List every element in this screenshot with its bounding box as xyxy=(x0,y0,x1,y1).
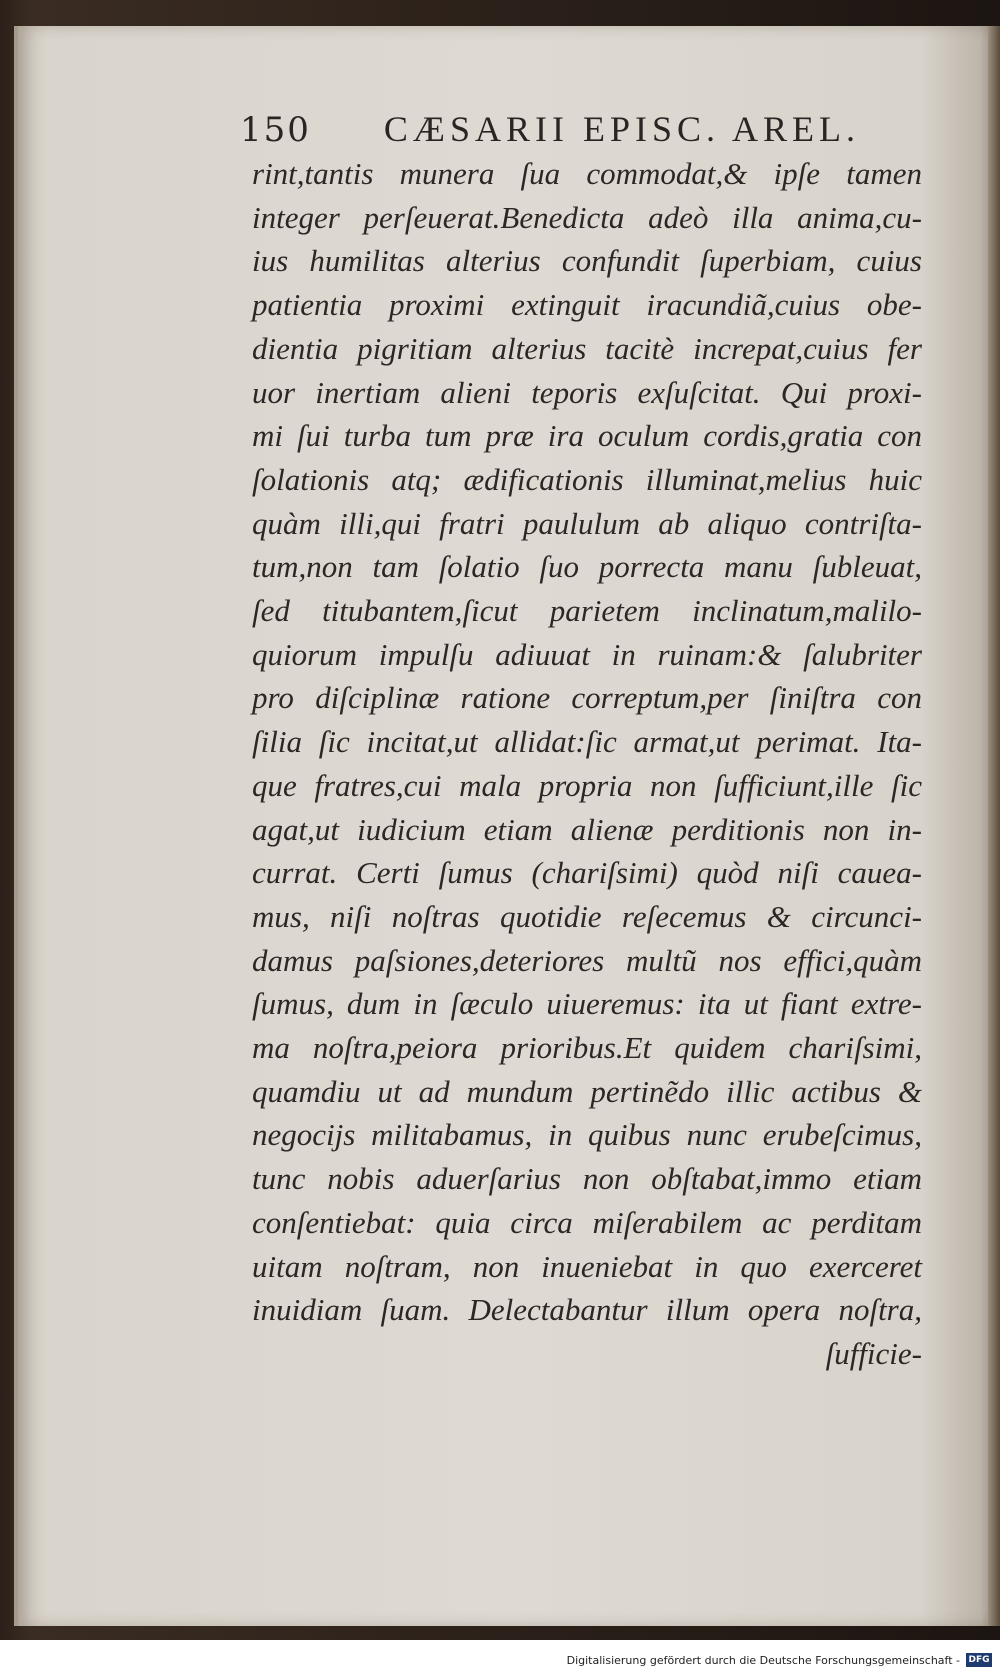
text-line: quamdiu ut ad mundum pertinẽdo illic actibus & xyxy=(252,1073,922,1109)
text-line: ſolationis atq; ædificationis illuminat,melius huic xyxy=(252,461,922,497)
body-text xyxy=(252,152,922,1376)
text-line: conſentiebat: quia circa miſerabilem ac perditam xyxy=(252,1204,922,1240)
text-line: quàm illi,qui fratri paululum ab aliquo contriſta- xyxy=(252,505,922,541)
text-line: agat,ut iudicium etiam alienæ perditionis non in- xyxy=(252,811,922,847)
text-line: inuidiam ſuam. Delectabantur illum opera noſtra, xyxy=(252,1292,922,1328)
text-line: ſilia ſic incitat,ut allidat:ſic armat,ut perimat. Ita- xyxy=(252,724,922,760)
page-number: 150 xyxy=(240,110,311,150)
text-line: uitam noſtram, non inueniebat in quo exerceret xyxy=(252,1248,922,1284)
text-line: negocijs militabamus, in quibus nunc erubeſcimus, xyxy=(252,1117,922,1153)
text-line: tunc nobis aduerſarius non obſtabat,immo etiam xyxy=(252,1161,922,1197)
text-line: ma noſtra,peiora prioribus.Et quidem chariſsimi, xyxy=(252,1030,922,1066)
text-line: ius humilitas alterius confundit ſuperbiam, cuius xyxy=(252,243,922,279)
text-line: currat. Certi ſumus (chariſsimi) quòd niſi cauea- xyxy=(252,855,922,891)
footer-bar xyxy=(0,1640,1000,1680)
text-line: que fratres,cui mala propria non ſufficiunt,ille ſic xyxy=(252,767,922,803)
text-line: integer perſeuerat.Benedicta adeò illa anima,cu- xyxy=(252,199,922,235)
text-line: pro diſciplinæ ratione correptum,per ſiniſtra con xyxy=(252,680,922,716)
page-header xyxy=(240,108,860,150)
page-edge xyxy=(988,26,1000,1626)
text-line: mus, niſi noſtras quotidie reſecemus & circunci- xyxy=(252,898,922,934)
text-line: mi ſui turba tum præ ira oculum cordis,gratia con xyxy=(252,418,922,454)
text-line: ſed titubantem,ſicut parietem inclinatum,malilo- xyxy=(252,593,922,629)
catchword: ſufficie- xyxy=(825,1335,922,1371)
text-line: ſumus, dum in ſæculo uiueremus: ita ut fiant extre- xyxy=(252,986,922,1022)
text-line: uor inertiam alieni teporis exſuſcitat. Qui proxi- xyxy=(252,374,922,410)
running-head: CÆSARII EPISC. AREL. xyxy=(383,109,860,149)
funding-credit: Digitalisierung gefördert durch die Deutsche Forschungsgemeinschaft - xyxy=(566,1653,960,1667)
text-line: patientia proximi extinguit iracundiã,cuius obe- xyxy=(252,287,922,323)
dfg-logo: DFG xyxy=(966,1653,992,1667)
text-line: rint,tantis munera ſua commodat,& ipſe tamen xyxy=(252,156,922,191)
text-line: quiorum impulſu adiuuat in ruinam:& ſalubriter xyxy=(252,636,922,672)
text-line: dientia pigritiam alterius tacitè increpat,cuius fer xyxy=(252,330,922,366)
text-line: damus paſsiones,deteriores multũ nos effici,quàm xyxy=(252,942,922,978)
text-line: tum,non tam ſolatio ſuo porrecta manu ſubleuat, xyxy=(252,549,922,585)
